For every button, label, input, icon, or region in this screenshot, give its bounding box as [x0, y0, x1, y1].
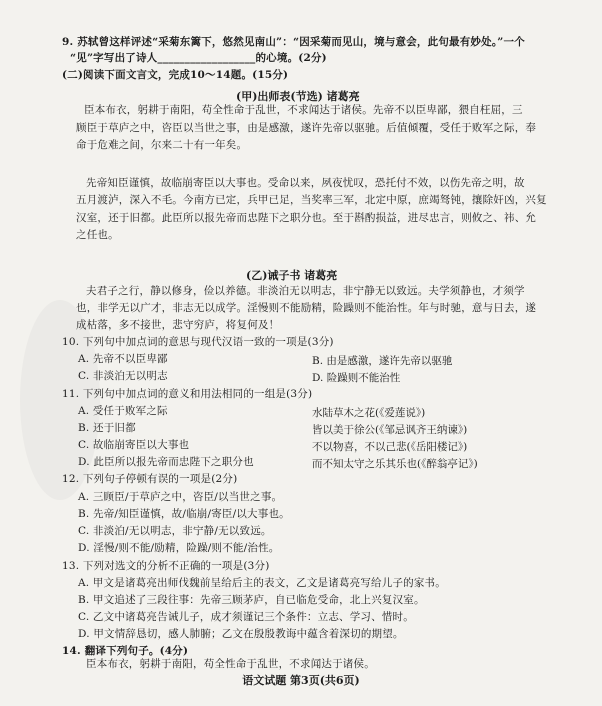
- passage-a-line: 命于危难之间，尔来二十有一年矣。: [76, 139, 248, 151]
- passage-a-line: 臣本布衣，躬耕于南阳，苟全性命于乱世，不求闻达于诸侯。先帝不以臣卑鄙，猥自枉屈，三: [84, 104, 523, 116]
- q13-option-d: D. 甲文情辞恳切，感人肺腑；乙文在殷殷教诲中蕴含着深切的期望。: [78, 628, 404, 640]
- q12-stem: 12. 下列句子停顿有误的一项是(2分): [62, 473, 238, 485]
- passage-a-title: (甲)出师表(节选) 诸葛亮: [236, 90, 360, 103]
- q11-left-c: C. 故临崩寄臣以大事也: [78, 439, 190, 451]
- passage-a-line: 顾臣于草庐之中，咨臣以当世之事，由是感激，遂许先帝以驱驰。后值倾覆，受任于败军之际，奉: [76, 122, 537, 134]
- q12-option-d: D. 淫慢/则不能/励精，险躁/则不能/治性。: [78, 542, 280, 554]
- q11-right-c: 不以物喜，不以己悲(《岳阳楼记》): [312, 441, 468, 453]
- q10-option-d: D. 险躁则不能治性: [312, 372, 401, 384]
- q11-right-a: 水陆草木之花(《爱莲说》): [312, 407, 426, 419]
- q11-stem: 11. 下列句中加点词的意义和用法相同的一组是(3分): [62, 388, 313, 400]
- passage-b-title: (乙)诫子书 诸葛亮: [246, 269, 338, 282]
- q13-stem: 13. 下列对选文的分析不正确的一项是(3分): [62, 560, 270, 572]
- q9-line2: “见”字写出了诗人__________________的心境。(2分): [70, 52, 327, 64]
- q11-right-d: 而不知太守之乐其乐也(《醉翁亭记》): [312, 458, 478, 470]
- q10-option-c: C. 非淡泊无以明志: [78, 370, 168, 382]
- q11-left-d: D. 此臣所以报先帝而忠陛下之职分也: [78, 456, 254, 468]
- q9-line1: 9. 苏轼曾这样评述“采菊东篱下，悠然见南山”：“因采菊而见山，境与意会，此句最有妙处。”一个: [62, 36, 525, 48]
- q10-option-a: A. 先帝不以臣卑鄙: [78, 353, 168, 365]
- q13-option-b: B. 甲文追述了三段往事：先帝三顾茅庐，自已临危受命，北上兴复汉室。: [78, 594, 425, 606]
- q12-option-c: C. 非淡泊/无以明志，非宁静/无以致远。: [78, 525, 272, 537]
- q13-option-a: A. 甲文是诸葛亮出师伐魏前呈给后主的表文，乙文是诸葛亮写给儿子的家书。: [78, 577, 446, 589]
- passage-b-line: 成枯落，多不接世，悲守穷庐，将复何及！: [76, 319, 280, 331]
- passage-b-line: 夫君子之行，静以修身，俭以养德。非淡泊无以明志，非宁静无以致远。夫学须静也，才须学: [86, 285, 525, 297]
- q10-option-b: B. 由是感激，遂许先帝以驱驰: [312, 355, 453, 367]
- passage-a-line: 五月渡泸，深入不毛。今南方已定，兵甲已足，当奖率三军，北定中原，庶竭驽钝，攘除奸凶，兴复: [76, 194, 547, 206]
- passage-a-line: 先帝知臣谨慎，故临崩寄臣以大事也。受命以来，夙夜忧叹，恐托付不效，以伤先帝之明，故: [86, 177, 525, 189]
- q11-left-b: B. 还于旧都: [78, 422, 136, 434]
- section-heading: (二)阅读下面文言文，完成10～14题。(15分): [62, 69, 289, 81]
- q10-stem: 10. 下列句中加点词的意思与现代汉语一致的一项是(3分): [62, 336, 334, 348]
- page-footer: 语文试题 第3页(共6页): [242, 674, 360, 687]
- q14-stem: 14. 翻译下列句子。(4分): [62, 645, 189, 657]
- q12-option-b: B. 先帝/知臣谨慎，故/临崩/寄臣/以大事也。: [78, 508, 290, 520]
- passage-a-line: 汉室，还于旧都。此臣所以报先帝而忠陛下之职分也。至于斟酌损益，进尽忠言，则攸之、祎、允: [76, 212, 537, 224]
- passage-b-line: 也，非学无以广才，非志无以成学。淫慢则不能励精，险躁则不能治性。年与时驰，意与日去，遂: [76, 302, 537, 314]
- q14-sentence: 臣本布衣，躬耕于南阳，苟全性命于乱世，不求闻达于诸侯。: [86, 658, 375, 670]
- q11-right-b: 皆以美于徐公(《邹忌讽齐王纳谏》): [312, 424, 468, 436]
- passage-a-line: 之任也。: [76, 229, 119, 241]
- q12-option-a: A. 三顾臣/于草庐之中，咨臣/以当世之事。: [78, 491, 283, 503]
- q11-left-a: A. 受任于败军之际: [78, 405, 168, 417]
- q13-option-c: C. 乙文中诸葛亮告诫儿子，成才须谨记三个条件：立志、学习、惜时。: [78, 611, 414, 623]
